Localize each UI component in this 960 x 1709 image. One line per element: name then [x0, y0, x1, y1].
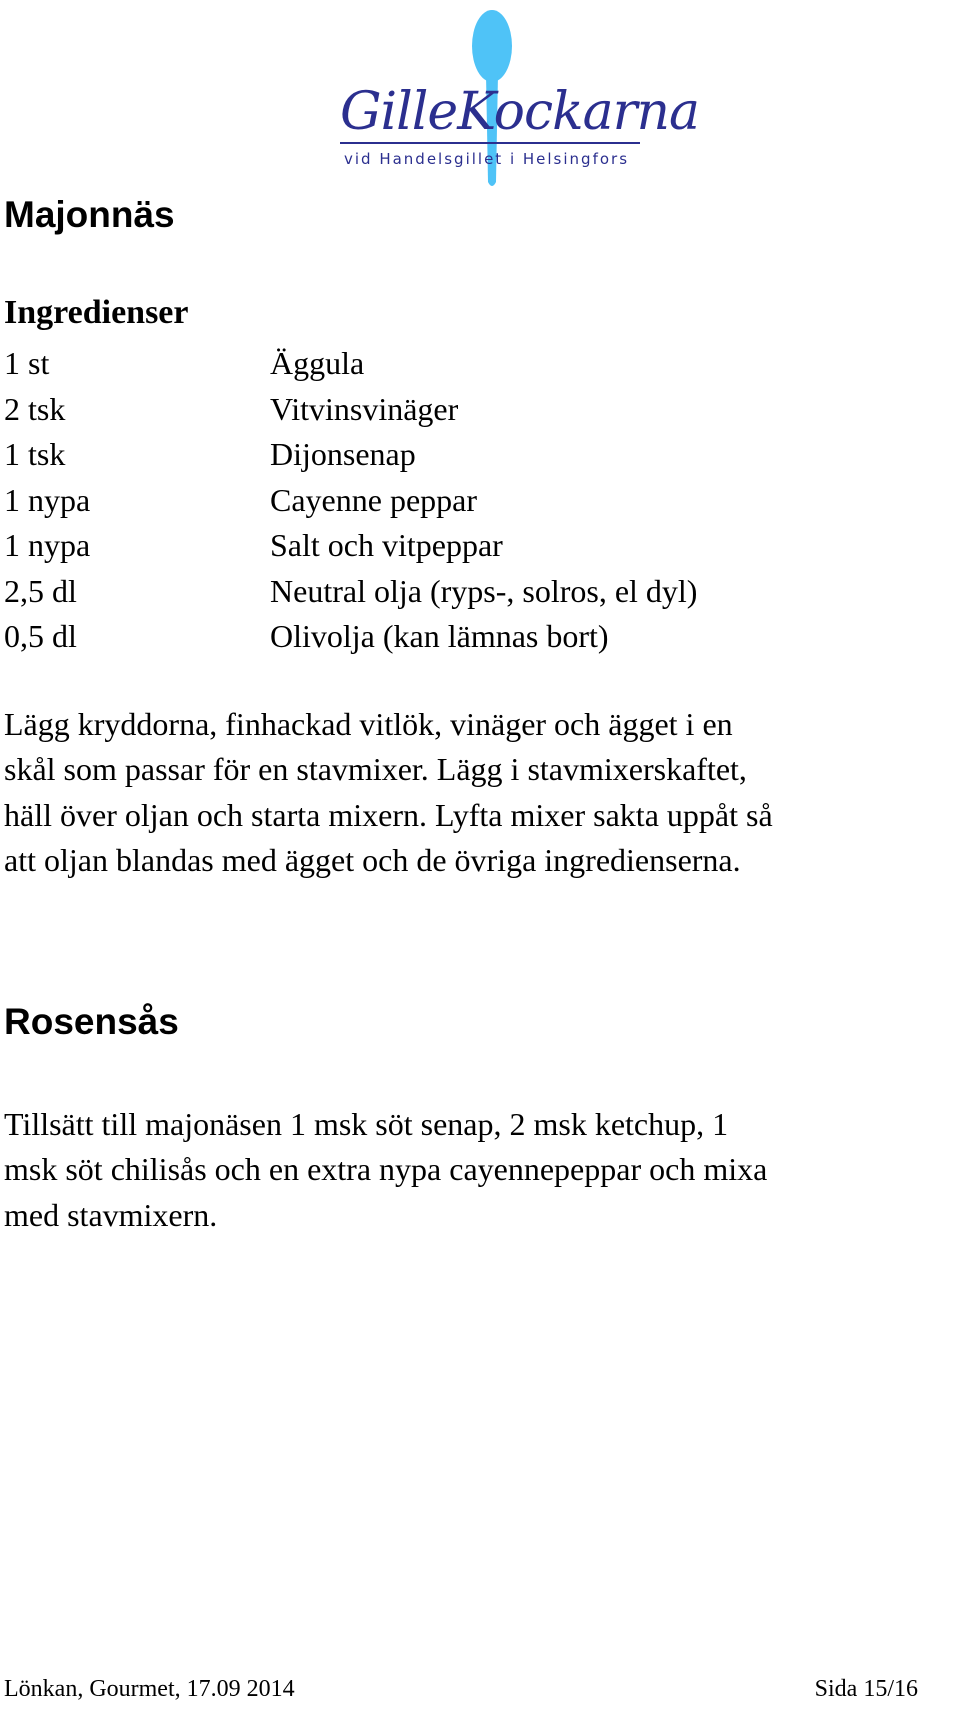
- ingredient-name: Neutral olja (ryps-, solros, el dyl): [270, 572, 698, 609]
- majonnas-instructions: [4, 702, 960, 883]
- page-number: Sida 15/16: [814, 1676, 918, 1702]
- ingredient-row: [4, 387, 904, 433]
- ingredient-name: Dijonsenap: [270, 436, 416, 472]
- ingredient-row: [4, 478, 904, 524]
- logo-subtitle: vid Handelsgillet i Helsingfors: [344, 150, 630, 168]
- ingredient-quantity: 2 tsk: [4, 390, 66, 427]
- ingredient-row: [4, 614, 904, 660]
- recipe-title-rosensas: Rosensås: [4, 1001, 179, 1042]
- rosensas-instructions: [4, 1102, 960, 1238]
- ingredient-name: Vitvinsvinäger: [270, 390, 459, 427]
- recipe-title-majonnas: Majonnäs: [4, 194, 175, 235]
- ingredients-list: [4, 341, 904, 660]
- ingredient-name: Cayenne peppar: [270, 481, 478, 518]
- instruction-line: skål som passar för en stavmixer. Lägg i stavmixerskaftet,: [4, 751, 747, 788]
- ingredient-quantity: 0,5 dl: [4, 618, 77, 654]
- instruction-line: häll över oljan och starta mixern. Lyfta mixer sakta uppåt så: [4, 796, 773, 833]
- instruction-line: Lägg kryddorna, finhackad vitlök, vinäger och ägget i en: [4, 706, 733, 742]
- ingredient-quantity: 2,5 dl: [4, 572, 77, 609]
- ingredient-quantity: 1 nypa: [4, 481, 91, 518]
- ingredients-heading: Ingredienser: [4, 294, 189, 331]
- footer-source: Lönkan, Gourmet, 17.09 2014: [4, 1676, 295, 1702]
- ingredient-quantity: 1 st: [4, 345, 50, 381]
- ingredient-name: Salt och vitpeppar: [270, 527, 503, 563]
- instruction-line: Tillsätt till majonäsen 1 msk söt senap, 2 msk ketchup, 1: [4, 1106, 729, 1142]
- ingredient-row: [4, 569, 904, 615]
- ingredient-quantity: 1 tsk: [4, 436, 66, 472]
- ingredient-name: Olivolja (kan lämnas bort): [270, 618, 609, 654]
- gillekockarna-logo: [330, 8, 699, 190]
- instruction-line: att oljan blandas med ägget och de övriga ingredienserna.: [4, 841, 741, 878]
- ingredient-row: [4, 432, 904, 478]
- instruction-line: msk söt chilisås och en extra nypa cayennepeppar och mixa: [4, 1151, 768, 1188]
- ingredient-name: Äggula: [270, 345, 365, 381]
- instruction-line: med stavmixern.: [4, 1196, 218, 1233]
- logo-title: GilleKockarna: [340, 82, 699, 142]
- ingredient-row: [4, 523, 904, 569]
- ingredient-quantity: 1 nypa: [4, 527, 91, 563]
- ingredient-row: [4, 341, 904, 387]
- logo-rule: [340, 142, 640, 144]
